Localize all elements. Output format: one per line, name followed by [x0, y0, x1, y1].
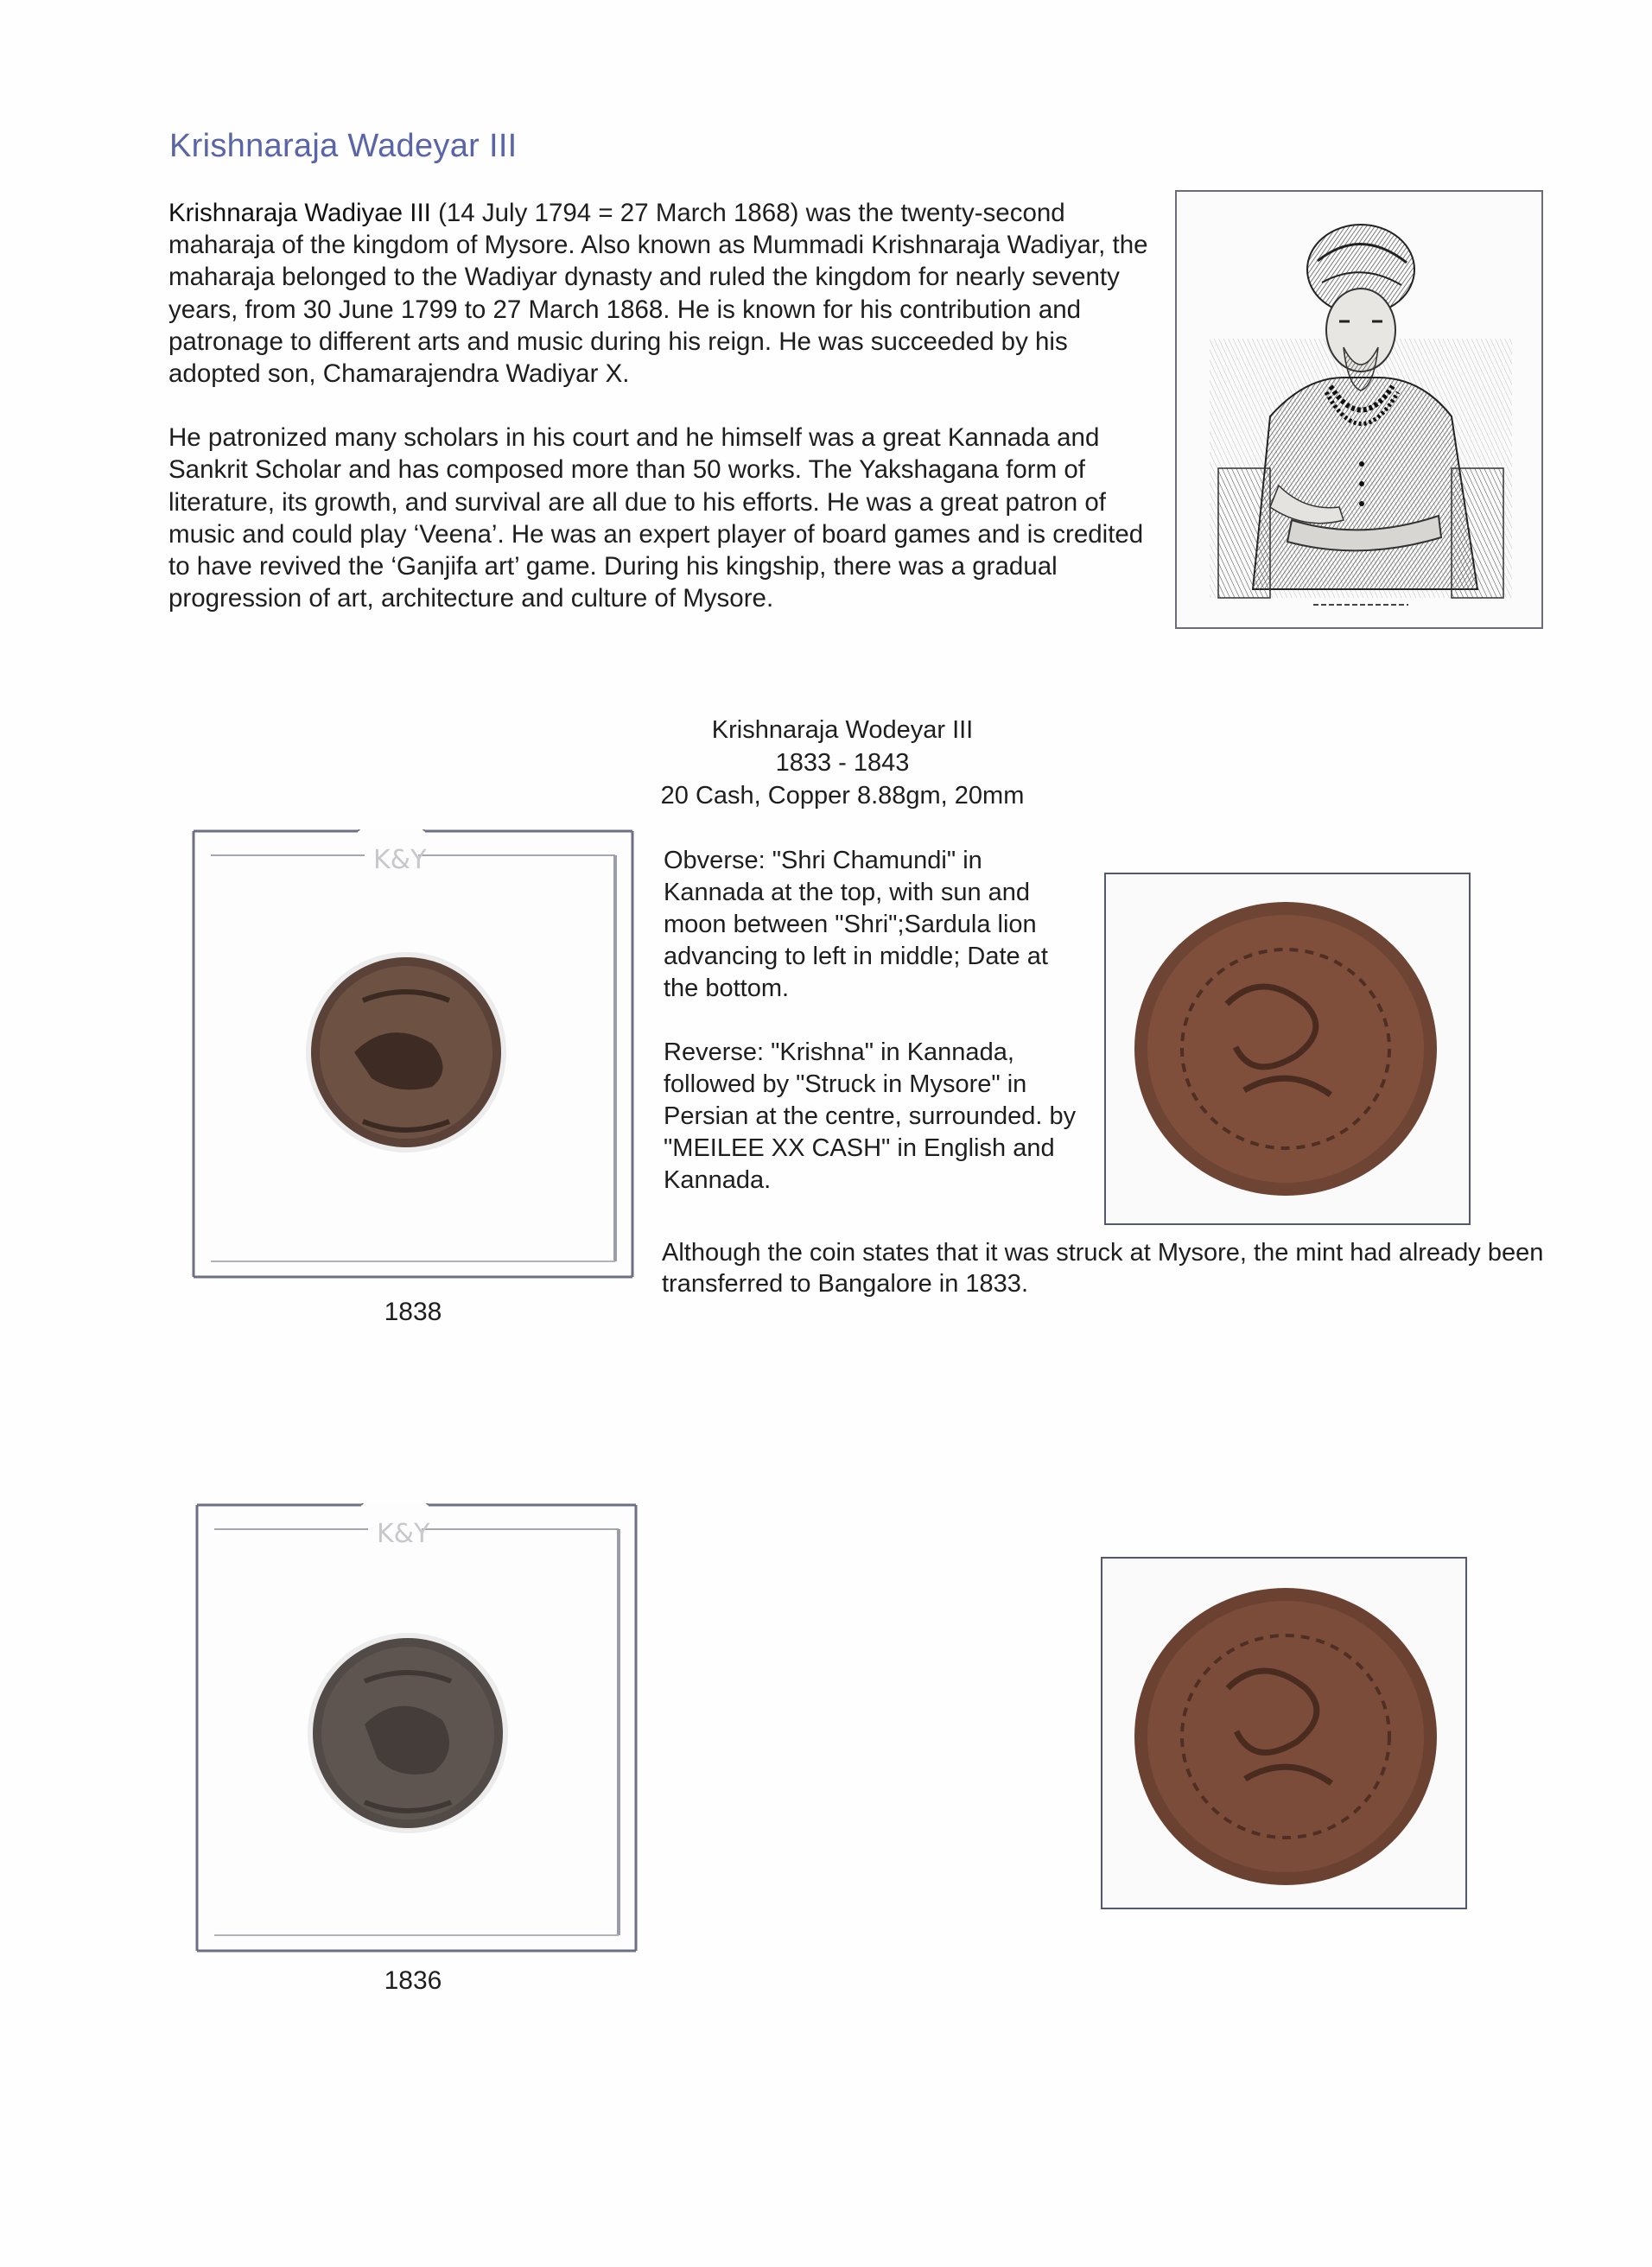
coin-obverse-1836	[304, 1629, 511, 1837]
page-title: Krishnaraja Wadeyar III	[169, 128, 518, 164]
coin-period: 1833 - 1843	[775, 749, 910, 777]
mint-note: Although the coin states that it was struck at Mysore, the mint had already been transferred to Bangalore in 1833.	[662, 1239, 1544, 1298]
coin-obverse-1838	[302, 949, 510, 1156]
coin-reverse-photo-2	[1102, 1559, 1465, 1908]
reverse-label: Reverse:	[664, 1038, 765, 1066]
reverse-text: "Krishna" in Kannada, followed by "Struck in Mysore" in Persian at the centre, surrounded. by "MEILEE XX CASH" in English and Kannada.	[664, 1038, 1077, 1194]
coin-holder-1836	[195, 1503, 638, 1953]
coin-header	[639, 714, 1045, 812]
obverse-text: "Shri Chamundi" in Kannada at the top, with sun and moon between "Shri";Sardula lion advancing to left in middle; Date at the bottom.	[664, 847, 1048, 1002]
intro-paragraph-1-body: (14 July 1794 = 27 March 1868) was the twenty-second maharaja of the kingdom of Mysore. Also known as Mummadi Krishnaraja Wadiyar, the maharaja belonged to the Wadiyar dynasty and ruled the kingdom for nearly seventy years, from 30 June 1799 to 27 March 1868. He is known for his contribution and patronage to different arts and music during his reign. He was succeeded by his adopted son, Chamarajendra Wadiyar X.	[168, 199, 1148, 389]
intro-paragraph-2: He patronized many scholars in his court and he himself was a great Kannada and Sankrit Scholar and has composed more than 50 works. The Yakshagana form of literature, its growth, and survival are all due to his efforts. He was a great patron of music and could play ‘Veena’. He was an expert player of board games and is credited to have revived the ‘Ganjifa art’ game. During his kingship, there was a gradual progression of art, architecture and culture of Mysore.	[168, 423, 1144, 613]
reverse-photo-frame-1	[1104, 873, 1471, 1225]
coin-reverse-photo-1	[1106, 874, 1469, 1223]
maharaja-portrait-engraving	[1201, 209, 1521, 615]
coin-description	[664, 845, 1078, 1229]
reverse-description	[664, 1037, 1078, 1197]
intro-lead-name: Krishnaraja Wadiyae III	[168, 199, 431, 227]
obverse-description	[664, 845, 1078, 1005]
intro-paragraph-1	[168, 197, 1162, 390]
intro-text	[168, 197, 1162, 646]
coin-specs: 20 Cash, Copper 8.88gm, 20mm	[660, 782, 1025, 810]
year-label-1838: 1838	[384, 1298, 442, 1326]
year-label-1836: 1836	[384, 1966, 442, 1995]
svg-text:K&Y: K&Y	[377, 1519, 430, 1549]
reverse-photo-frame-2	[1101, 1557, 1467, 1909]
portrait-frame	[1175, 190, 1543, 629]
obverse-label: Obverse:	[664, 847, 766, 874]
coin-holder-1838	[192, 829, 634, 1279]
svg-text:K&Y: K&Y	[373, 845, 427, 875]
coin-ruler-name: Krishnaraja Wodeyar III	[711, 716, 974, 744]
